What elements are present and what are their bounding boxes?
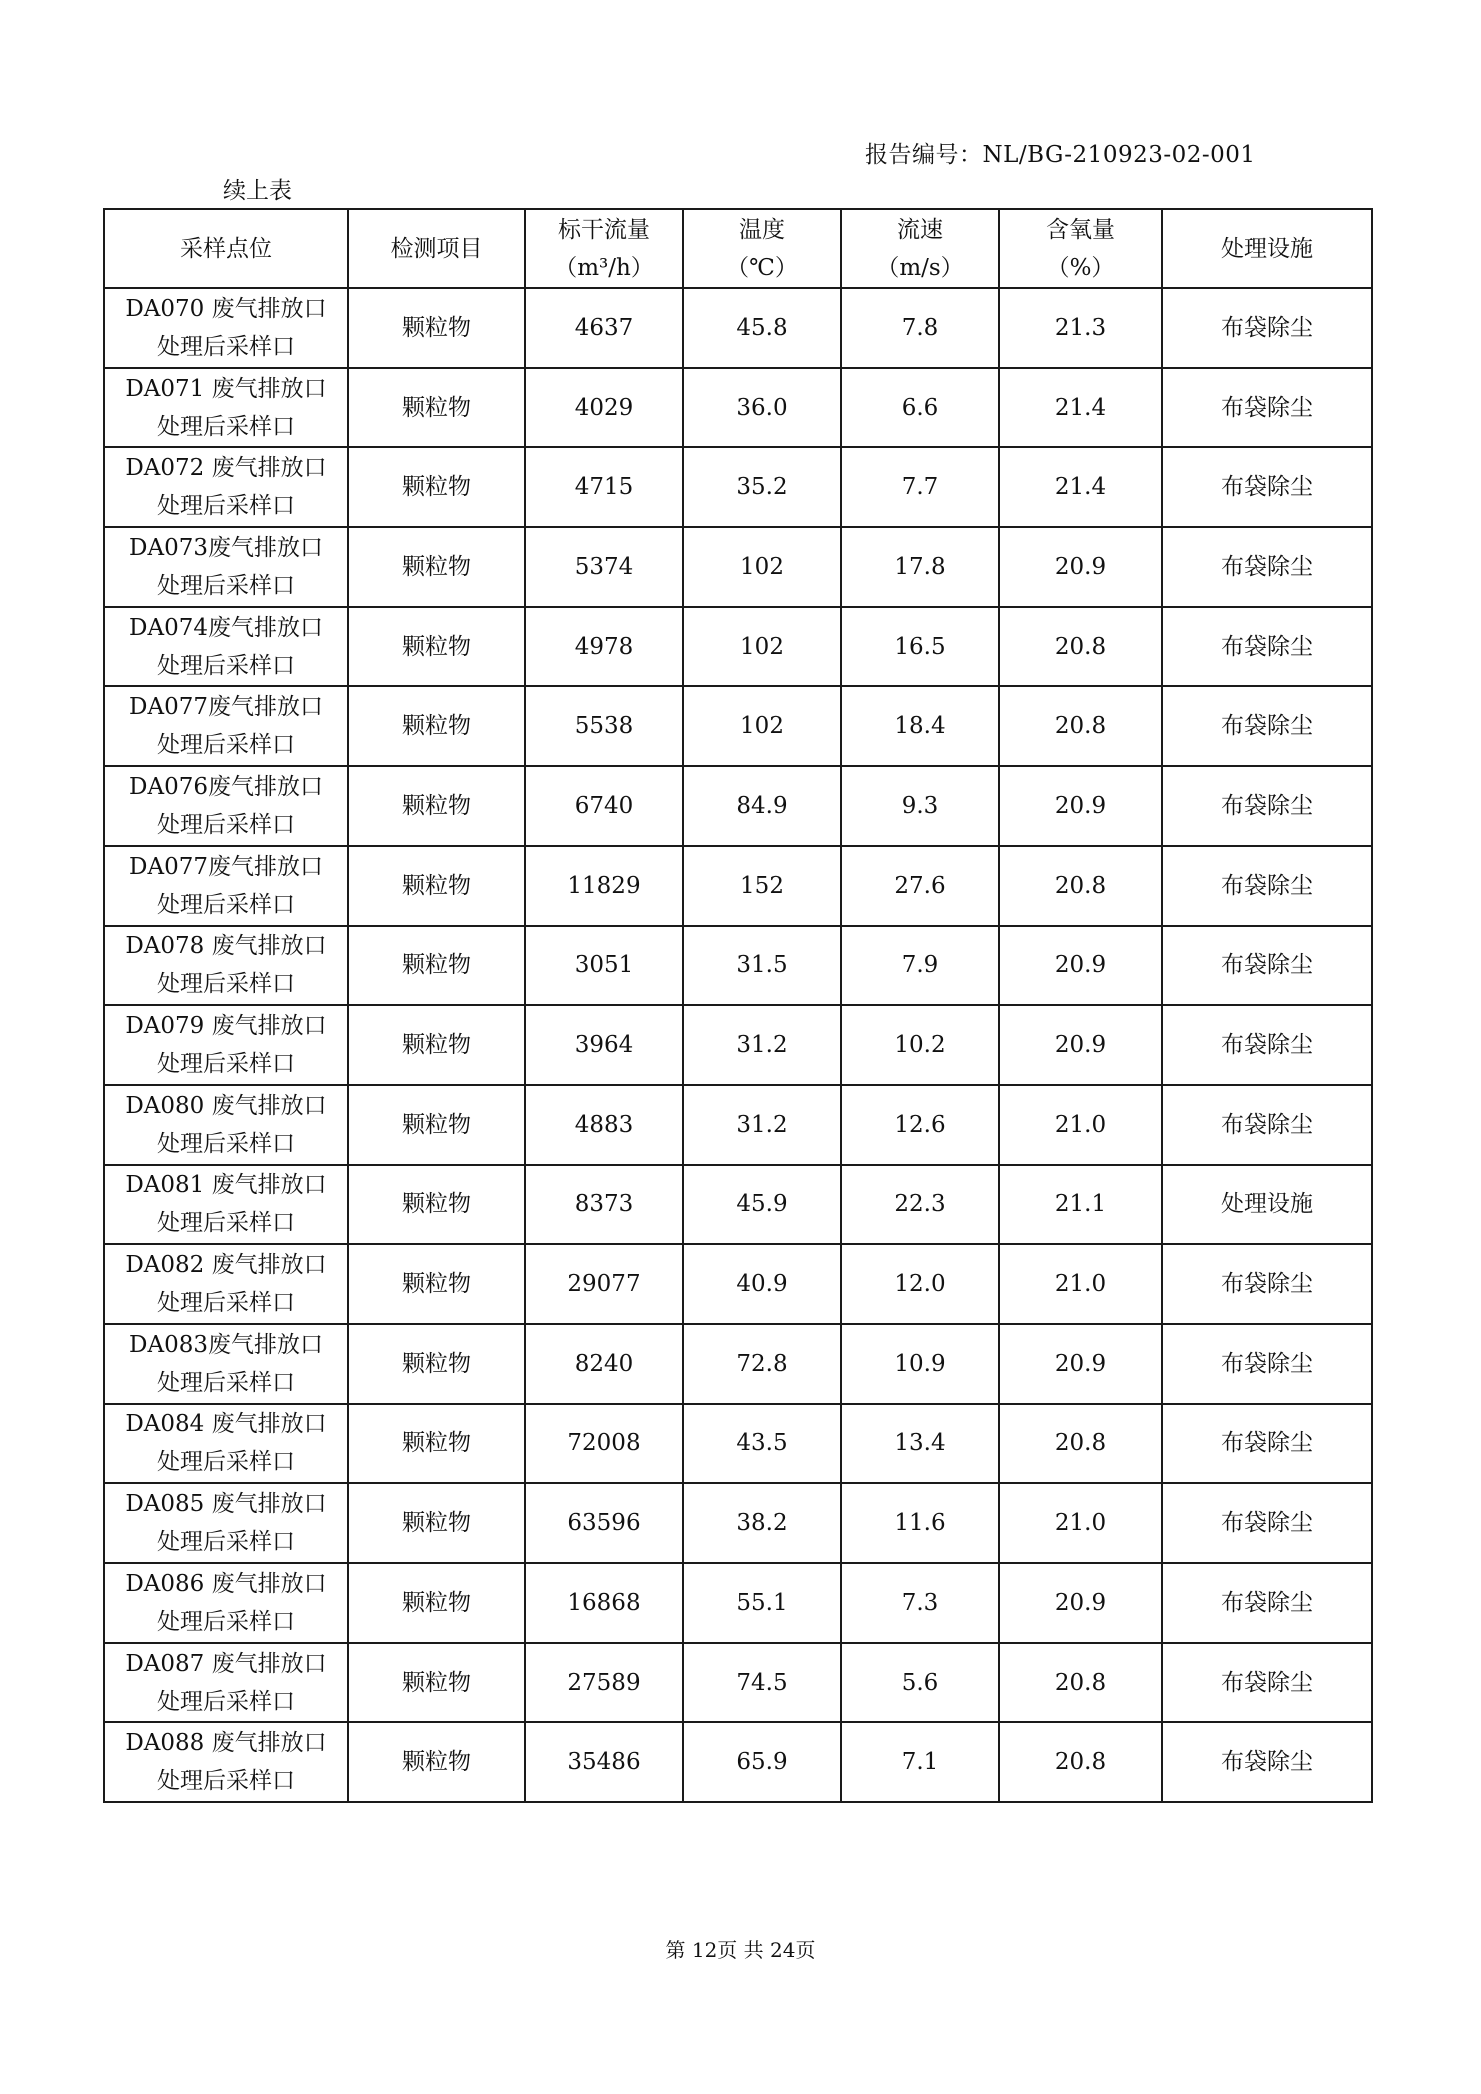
- cell-oxygen: 20.8: [999, 1643, 1162, 1723]
- cell-treatment-facility: 布袋除尘: [1162, 1563, 1372, 1643]
- cell-flow-rate: 27589: [525, 1643, 683, 1723]
- cell-velocity: 7.9: [841, 926, 999, 1006]
- cell-flow-rate: 3964: [525, 1005, 683, 1085]
- table-row: [104, 447, 1372, 527]
- cell-sampling-point: DA073废气排放口 处理后采样口: [104, 527, 348, 607]
- cell-velocity: 10.2: [841, 1005, 999, 1085]
- table-row: [104, 1085, 1372, 1165]
- table-row: [104, 1563, 1372, 1643]
- cell-temperature: 36.0: [683, 368, 841, 448]
- cell-temperature: 84.9: [683, 766, 841, 846]
- cell-flow-rate: 6740: [525, 766, 683, 846]
- cell-temperature: 65.9: [683, 1722, 841, 1802]
- cell-treatment-facility: 布袋除尘: [1162, 288, 1372, 368]
- cell-flow-rate: 16868: [525, 1563, 683, 1643]
- cell-treatment-facility: 布袋除尘: [1162, 1722, 1372, 1802]
- cell-flow-rate: 35486: [525, 1722, 683, 1802]
- table-row: [104, 1483, 1372, 1563]
- cell-flow-rate: 4978: [525, 607, 683, 687]
- cell-flow-rate: 29077: [525, 1244, 683, 1324]
- cell-sampling-point: DA085 废气排放口 处理后采样口: [104, 1483, 348, 1563]
- table-row: [104, 1722, 1372, 1802]
- cell-treatment-facility: 布袋除尘: [1162, 846, 1372, 926]
- table-header-row: [104, 209, 1372, 288]
- cell-test-item: 颗粒物: [348, 1722, 525, 1802]
- cell-velocity: 27.6: [841, 846, 999, 926]
- header-oxygen: 含氧量 （%）: [999, 209, 1162, 288]
- cell-flow-rate: 4715: [525, 447, 683, 527]
- header-test-item: 检测项目: [348, 209, 525, 288]
- cell-oxygen: 20.9: [999, 527, 1162, 607]
- cell-velocity: 12.6: [841, 1085, 999, 1165]
- cell-test-item: 颗粒物: [348, 846, 525, 926]
- cell-oxygen: 20.9: [999, 926, 1162, 1006]
- cell-flow-rate: 72008: [525, 1404, 683, 1484]
- table-row: [104, 1165, 1372, 1245]
- cell-treatment-facility: 布袋除尘: [1162, 447, 1372, 527]
- cell-velocity: 18.4: [841, 686, 999, 766]
- cell-temperature: 102: [683, 686, 841, 766]
- cell-test-item: 颗粒物: [348, 1483, 525, 1563]
- cell-temperature: 35.2: [683, 447, 841, 527]
- cell-oxygen: 20.9: [999, 1005, 1162, 1085]
- cell-temperature: 40.9: [683, 1244, 841, 1324]
- cell-sampling-point: DA082 废气排放口 处理后采样口: [104, 1244, 348, 1324]
- cell-sampling-point: DA072 废气排放口 处理后采样口: [104, 447, 348, 527]
- cell-temperature: 45.9: [683, 1165, 841, 1245]
- cell-temperature: 45.8: [683, 288, 841, 368]
- cell-test-item: 颗粒物: [348, 607, 525, 687]
- header-temperature: 温度 （℃）: [683, 209, 841, 288]
- cell-sampling-point: DA083废气排放口 处理后采样口: [104, 1324, 348, 1404]
- cell-test-item: 颗粒物: [348, 1324, 525, 1404]
- header-flow-rate: 标干流量 （m³/h）: [525, 209, 683, 288]
- cell-sampling-point: DA080 废气排放口 处理后采样口: [104, 1085, 348, 1165]
- cell-oxygen: 20.8: [999, 686, 1162, 766]
- table-row: [104, 1244, 1372, 1324]
- cell-test-item: 颗粒物: [348, 686, 525, 766]
- table-row: [104, 846, 1372, 926]
- cell-treatment-facility: 布袋除尘: [1162, 1483, 1372, 1563]
- cell-sampling-point: DA087 废气排放口 处理后采样口: [104, 1643, 348, 1723]
- cell-sampling-point: DA086 废气排放口 处理后采样口: [104, 1563, 348, 1643]
- table-row: [104, 766, 1372, 846]
- cell-velocity: 7.3: [841, 1563, 999, 1643]
- cell-treatment-facility: 布袋除尘: [1162, 1643, 1372, 1723]
- cell-oxygen: 20.8: [999, 1722, 1162, 1802]
- cell-sampling-point: DA074废气排放口 处理后采样口: [104, 607, 348, 687]
- cell-sampling-point: DA077废气排放口 处理后采样口: [104, 846, 348, 926]
- table-row: [104, 607, 1372, 687]
- cell-test-item: 颗粒物: [348, 288, 525, 368]
- table-row: [104, 368, 1372, 448]
- cell-flow-rate: 5374: [525, 527, 683, 607]
- table-row: [104, 1005, 1372, 1085]
- cell-temperature: 38.2: [683, 1483, 841, 1563]
- table-row: [104, 686, 1372, 766]
- cell-oxygen: 21.0: [999, 1483, 1162, 1563]
- cell-flow-rate: 63596: [525, 1483, 683, 1563]
- header-sampling-point: 采样点位: [104, 209, 348, 288]
- cell-sampling-point: DA079 废气排放口 处理后采样口: [104, 1005, 348, 1085]
- cell-temperature: 102: [683, 607, 841, 687]
- cell-temperature: 31.5: [683, 926, 841, 1006]
- cell-treatment-facility: 布袋除尘: [1162, 1324, 1372, 1404]
- cell-test-item: 颗粒物: [348, 368, 525, 448]
- cell-temperature: 72.8: [683, 1324, 841, 1404]
- cell-temperature: 31.2: [683, 1085, 841, 1165]
- cell-treatment-facility: 布袋除尘: [1162, 1404, 1372, 1484]
- report-number: 报告编号：NL/BG-210923-02-001: [865, 142, 1256, 168]
- cell-flow-rate: 4637: [525, 288, 683, 368]
- cell-velocity: 17.8: [841, 527, 999, 607]
- cell-test-item: 颗粒物: [348, 1244, 525, 1324]
- cell-test-item: 颗粒物: [348, 926, 525, 1006]
- cell-oxygen: 20.9: [999, 1324, 1162, 1404]
- cell-treatment-facility: 布袋除尘: [1162, 527, 1372, 607]
- table-row: [104, 926, 1372, 1006]
- cell-oxygen: 21.4: [999, 368, 1162, 448]
- cell-oxygen: 21.3: [999, 288, 1162, 368]
- cell-oxygen: 20.8: [999, 607, 1162, 687]
- cell-temperature: 74.5: [683, 1643, 841, 1723]
- table-row: [104, 527, 1372, 607]
- cell-treatment-facility: 布袋除尘: [1162, 1085, 1372, 1165]
- cell-sampling-point: DA076废气排放口 处理后采样口: [104, 766, 348, 846]
- cell-test-item: 颗粒物: [348, 766, 525, 846]
- cell-test-item: 颗粒物: [348, 1085, 525, 1165]
- cell-treatment-facility: 布袋除尘: [1162, 1005, 1372, 1085]
- table-row: [104, 1643, 1372, 1723]
- cell-oxygen: 21.0: [999, 1244, 1162, 1324]
- cell-temperature: 31.2: [683, 1005, 841, 1085]
- table-body: [104, 288, 1372, 1802]
- cell-oxygen: 21.1: [999, 1165, 1162, 1245]
- cell-oxygen: 21.0: [999, 1085, 1162, 1165]
- cell-flow-rate: 11829: [525, 846, 683, 926]
- cell-treatment-facility: 处理设施: [1162, 1165, 1372, 1245]
- table-row: [104, 288, 1372, 368]
- cell-flow-rate: 4029: [525, 368, 683, 448]
- cell-temperature: 43.5: [683, 1404, 841, 1484]
- header-treatment-facility: 处理设施: [1162, 209, 1372, 288]
- cell-test-item: 颗粒物: [348, 1005, 525, 1085]
- cell-flow-rate: 8373: [525, 1165, 683, 1245]
- continued-table-label: 续上表: [223, 178, 292, 204]
- cell-velocity: 7.7: [841, 447, 999, 527]
- cell-oxygen: 20.8: [999, 1404, 1162, 1484]
- cell-sampling-point: DA077废气排放口 处理后采样口: [104, 686, 348, 766]
- cell-velocity: 22.3: [841, 1165, 999, 1245]
- cell-flow-rate: 5538: [525, 686, 683, 766]
- cell-sampling-point: DA084 废气排放口 处理后采样口: [104, 1404, 348, 1484]
- cell-temperature: 102: [683, 527, 841, 607]
- page-number: 第 12页 共 24页: [665, 1938, 816, 1962]
- cell-test-item: 颗粒物: [348, 1563, 525, 1643]
- cell-treatment-facility: 布袋除尘: [1162, 766, 1372, 846]
- cell-test-item: 颗粒物: [348, 1643, 525, 1723]
- cell-flow-rate: 8240: [525, 1324, 683, 1404]
- cell-test-item: 颗粒物: [348, 1404, 525, 1484]
- emission-data-table: [103, 208, 1373, 1803]
- cell-treatment-facility: 布袋除尘: [1162, 1244, 1372, 1324]
- cell-test-item: 颗粒物: [348, 1165, 525, 1245]
- cell-sampling-point: DA071 废气排放口 处理后采样口: [104, 368, 348, 448]
- table-row: [104, 1324, 1372, 1404]
- cell-velocity: 7.8: [841, 288, 999, 368]
- cell-oxygen: 21.4: [999, 447, 1162, 527]
- cell-sampling-point: DA078 废气排放口 处理后采样口: [104, 926, 348, 1006]
- cell-oxygen: 20.9: [999, 766, 1162, 846]
- cell-velocity: 16.5: [841, 607, 999, 687]
- cell-temperature: 55.1: [683, 1563, 841, 1643]
- cell-sampling-point: DA070 废气排放口 处理后采样口: [104, 288, 348, 368]
- cell-velocity: 7.1: [841, 1722, 999, 1802]
- cell-sampling-point: DA081 废气排放口 处理后采样口: [104, 1165, 348, 1245]
- cell-treatment-facility: 布袋除尘: [1162, 368, 1372, 448]
- cell-flow-rate: 4883: [525, 1085, 683, 1165]
- cell-oxygen: 20.8: [999, 846, 1162, 926]
- header-velocity: 流速 （m/s）: [841, 209, 999, 288]
- cell-treatment-facility: 布袋除尘: [1162, 686, 1372, 766]
- cell-temperature: 152: [683, 846, 841, 926]
- cell-flow-rate: 3051: [525, 926, 683, 1006]
- cell-velocity: 13.4: [841, 1404, 999, 1484]
- cell-test-item: 颗粒物: [348, 527, 525, 607]
- cell-sampling-point: DA088 废气排放口 处理后采样口: [104, 1722, 348, 1802]
- cell-test-item: 颗粒物: [348, 447, 525, 527]
- table-row: [104, 1404, 1372, 1484]
- cell-velocity: 9.3: [841, 766, 999, 846]
- cell-velocity: 11.6: [841, 1483, 999, 1563]
- cell-velocity: 12.0: [841, 1244, 999, 1324]
- cell-velocity: 5.6: [841, 1643, 999, 1723]
- cell-treatment-facility: 布袋除尘: [1162, 926, 1372, 1006]
- cell-treatment-facility: 布袋除尘: [1162, 607, 1372, 687]
- cell-velocity: 6.6: [841, 368, 999, 448]
- cell-velocity: 10.9: [841, 1324, 999, 1404]
- cell-oxygen: 20.9: [999, 1563, 1162, 1643]
